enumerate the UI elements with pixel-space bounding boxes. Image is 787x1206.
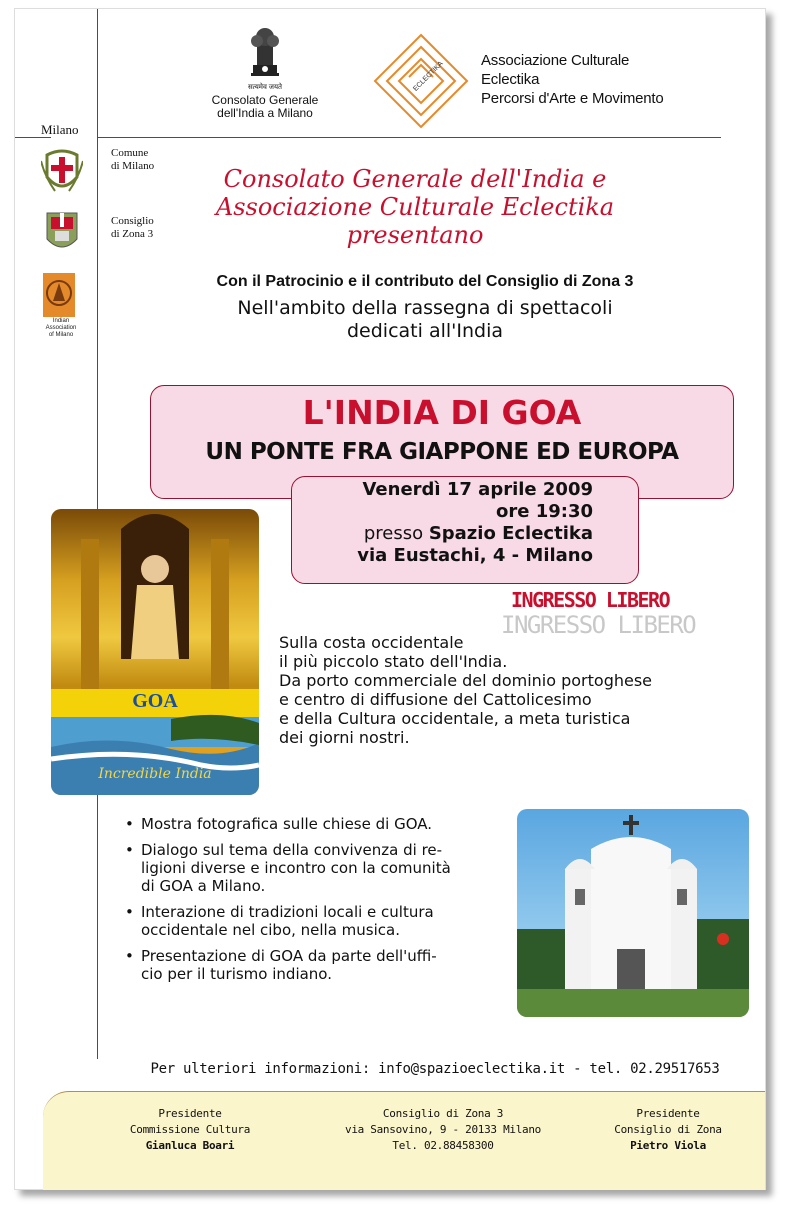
list-item [123,815,523,833]
list-item-line: di GOA a Milano. [141,877,266,895]
footer-left-line: Commissione Cultura [129,1123,251,1136]
iam-line1: Indian Association [45,318,77,331]
venue-name: Spazio Eclectika [428,523,593,544]
description-line: dei giorni nostri. [279,728,410,747]
intro-line1: Consolato Generale dell'India e [223,165,607,193]
zona3-coat-of-arms-icon [45,209,79,255]
eclectika-line1: Associazione Culturale [481,52,630,69]
goa-image [51,509,259,795]
program-list [123,815,523,991]
footer-center-line: Consiglio di Zona 3 [382,1107,504,1120]
footer-left [105,1106,275,1154]
description [279,633,739,747]
contact-info: Per ulteriori informazioni: info@spazioeclectika.it - tel. 02.29517653 [150,1061,720,1077]
list-item [123,841,523,895]
eclectika-line2: Eclectika [481,71,540,88]
footer-center [333,1106,553,1154]
church-photo [517,809,749,1017]
event-subtitle: UN PONTE FRA GIAPPONE ED EUROPA [205,439,679,465]
eclectika-logo-text: ECLECTIKA [412,60,445,93]
venue-prefix: presso [363,523,429,544]
entry-text: INGRESSO LIBERO [511,588,670,612]
iam-line2: of Milano [48,332,74,338]
ambito-text [155,297,695,343]
poster [14,8,766,1190]
iam-caption [41,318,81,339]
sidebar-city: Milano [41,122,79,137]
comune-line1: Comune [111,147,149,159]
list-item [123,903,523,939]
consolato-block [200,23,330,120]
event-venue-line [291,523,593,545]
consolato-line1: Consolato Generale [211,93,319,107]
event-date: Venerdì 17 aprile 2009 [362,479,593,500]
list-item-line: occidentale nel cibo, nella musica. [141,921,400,939]
footer-left-line: Presidente [158,1107,222,1120]
footer-center-line: Tel. 02.88458300 [392,1139,494,1152]
sidebar-comune [111,147,154,173]
event-details [291,479,593,567]
intro-line3: presentano [346,221,484,249]
list-item [123,947,523,983]
comune-line2: di Milano [111,160,155,172]
footer-right-line: Consiglio di Zona [614,1123,722,1136]
ashoka-emblem-icon [245,23,285,85]
consolato-line2: dell'India a Milano [217,106,313,120]
goa-label: GOA [132,690,178,712]
description-line: e centro di diffusione del Cattolicesimo [279,690,592,709]
ambito-line1: Nell'ambito della rassegna di spettacoli [237,297,613,319]
footer-center-line: via Sansovino, 9 - 20133 Milano [345,1123,541,1136]
list-item-line: • Dialogo sul tema della convivenza di re- [141,841,443,859]
eclectika-logo [371,31,471,131]
footer [43,1091,765,1190]
event-time: ore 19:30 [495,501,593,522]
description-line: il più piccolo stato dell'India. [279,652,508,671]
ambito-line2: dedicati all'India [347,320,503,342]
zona-line1: Consiglio [111,215,154,227]
list-item-line: • Mostra fotografica sulle chiese di GOA. [141,815,432,833]
goa-church-icon [517,809,749,1017]
footer-right-name: Pietro Viola [630,1139,706,1152]
patrocinio-text: Con il Patrocinio e il contributo del Consiglio di Zona 3 [216,273,634,290]
indian-association-logo-icon [43,273,75,317]
footer-left-name: Gianluca Boari [145,1139,235,1152]
list-item-line: • Interazione di tradizioni locali e cultura [141,903,434,921]
description-line: Da porto commerciale del dominio portoghese [279,671,653,690]
consolato-motto: सत्यमेव जयते [247,84,283,91]
intro-line2: Associazione Culturale Eclectika [215,193,615,221]
intro-presenters [165,165,665,249]
eclectika-text [481,51,664,108]
list-item-line: ligioni diverse e incontro con la comunità [141,859,451,877]
zona-line2: di Zona 3 [111,228,154,240]
description-line: Sulla costa occidentale [279,633,464,652]
goa-tagline: Incredible India [98,766,212,782]
horizontal-rule-right [97,137,721,138]
sidebar-zona [111,215,154,241]
milano-coat-of-arms-icon [41,147,83,197]
event-address: via Eustachi, 4 - Milano [357,545,593,566]
list-item-line: cio per il turismo indiano. [141,965,332,983]
description-line: e della Cultura occidentale, a meta turistica [279,709,631,728]
eclectika-line3: Percorsi d'Arte e Movimento [481,90,664,107]
goa-church-altar-icon [51,509,259,795]
entry-ghost-text: INGRESSO LIBERO [501,611,696,639]
event-title: L'INDIA DI GOA [302,393,582,432]
list-item-line: • Presentazione di GOA da parte dell'uffi- [141,947,437,965]
footer-right-line: Presidente [636,1107,700,1120]
footer-right [583,1106,753,1154]
